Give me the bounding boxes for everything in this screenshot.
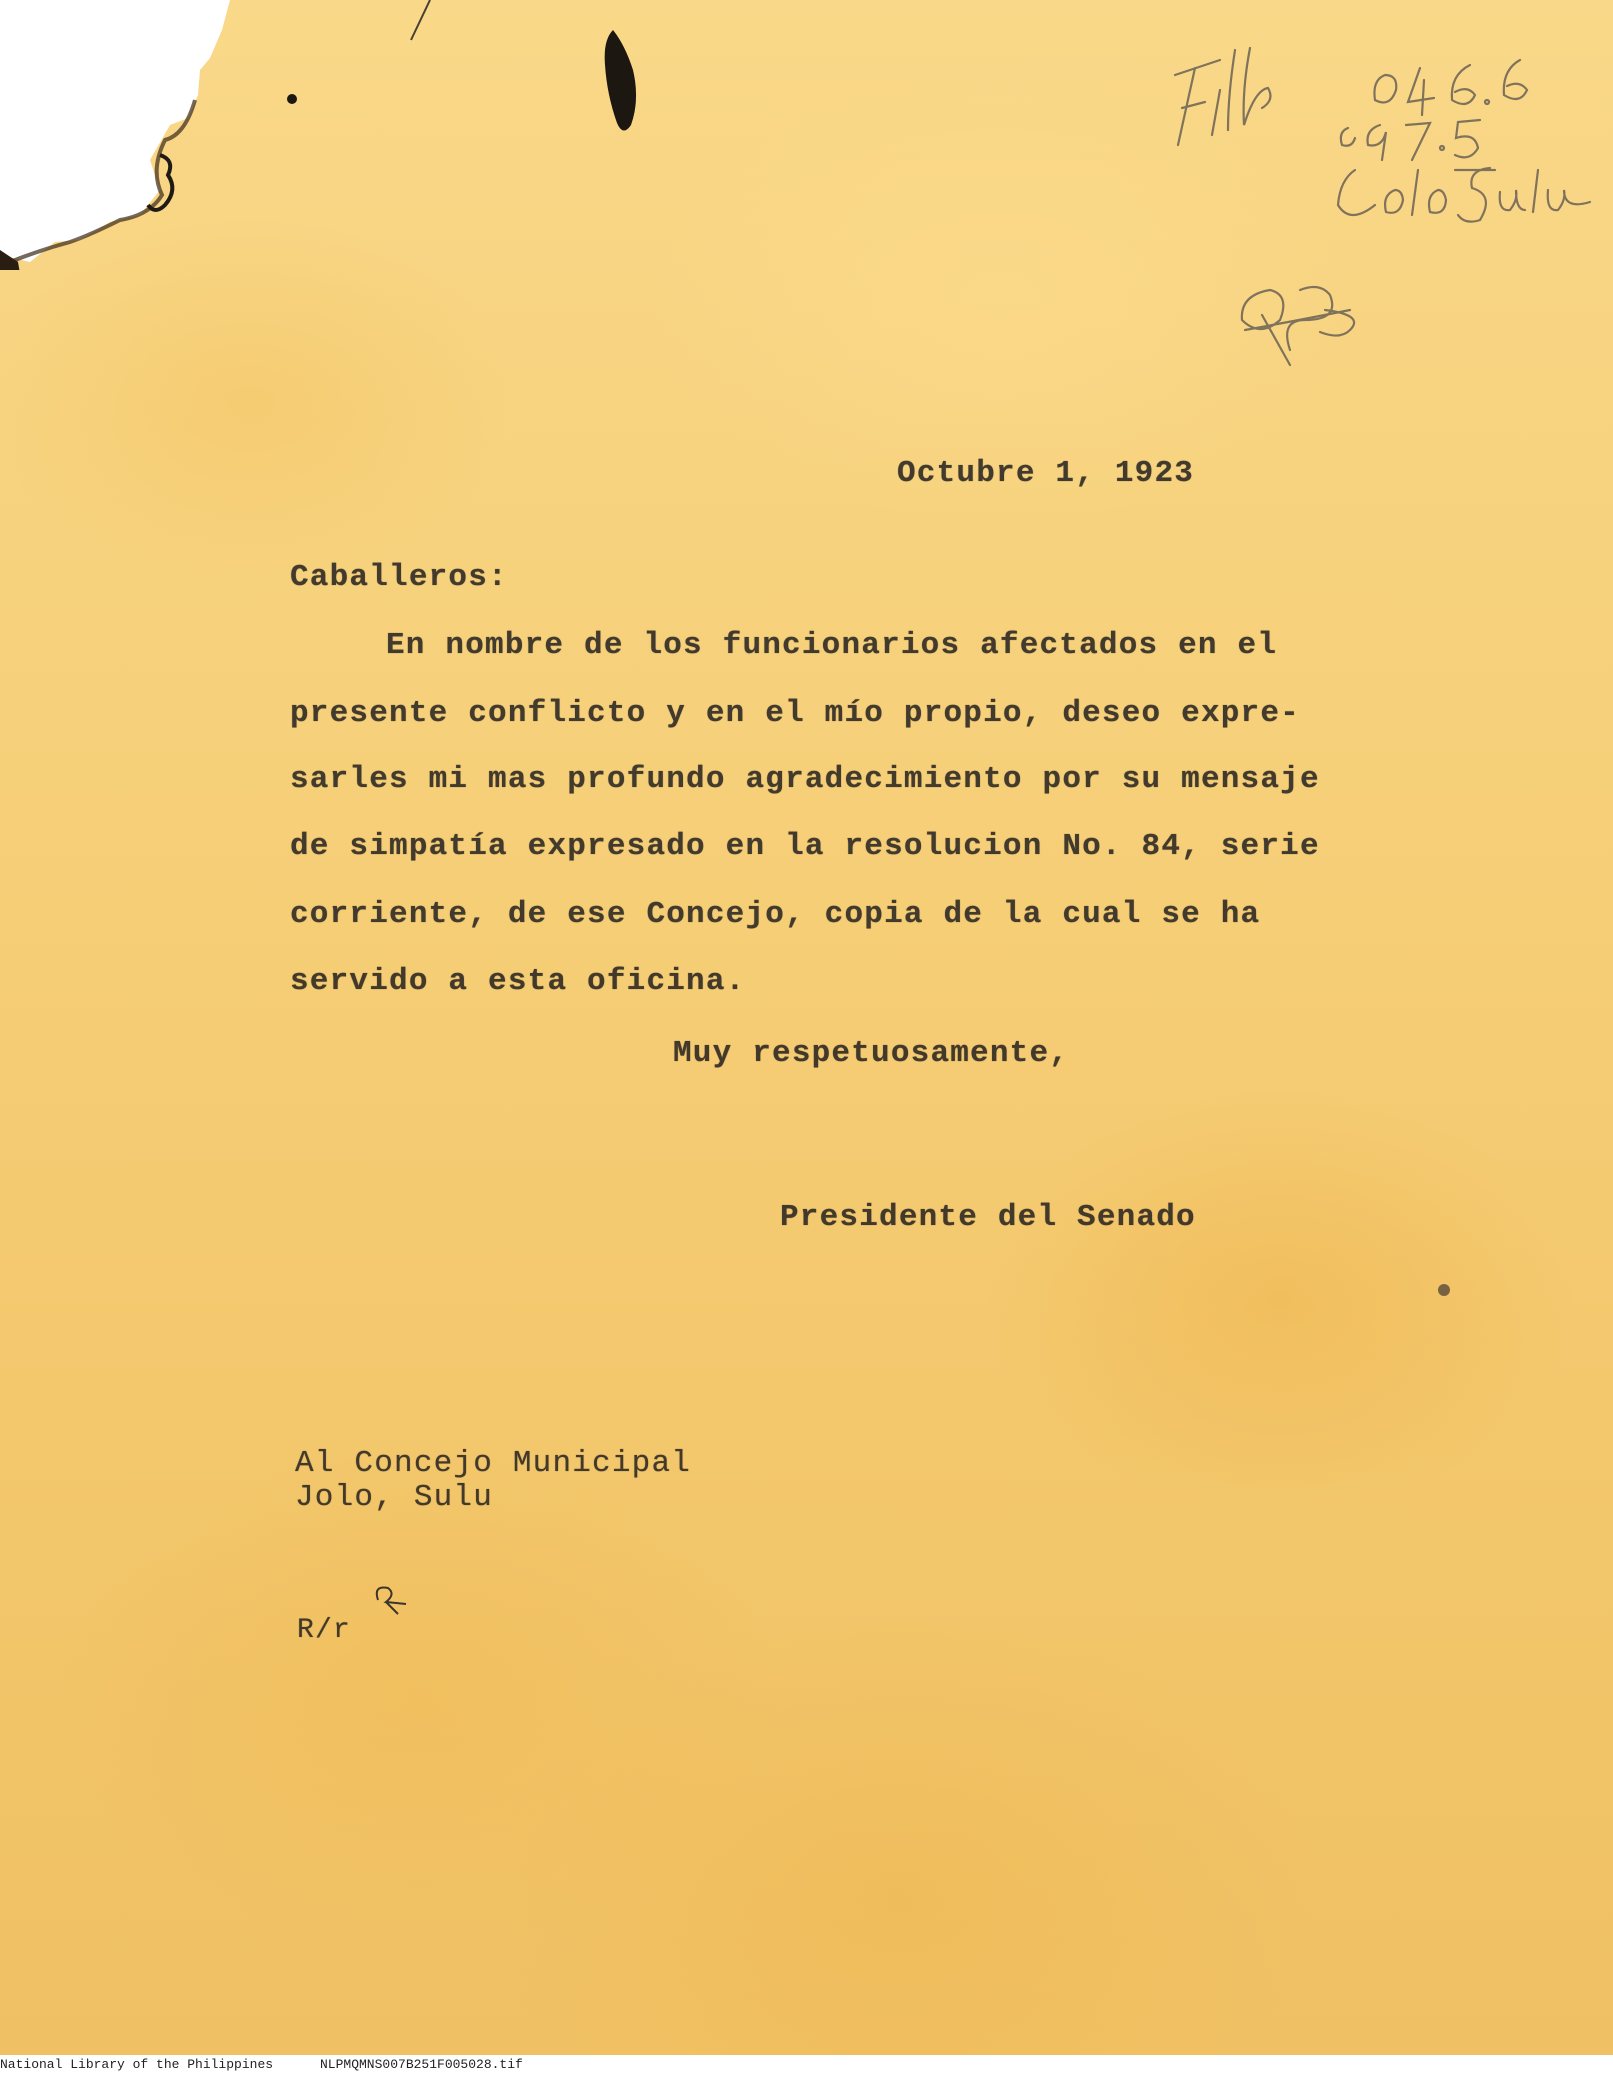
- letter-body-line: de simpatía expresado en la resolucion No. 84, serie: [290, 829, 1320, 864]
- reference-initials: R/r: [297, 1615, 352, 1646]
- addressee-line: Jolo, Sulu: [295, 1480, 494, 1515]
- ink-blot: [595, 25, 645, 140]
- handwritten-file-note: [1150, 20, 1610, 380]
- letter-body-line: presente conflicto y en el mío propio, deseo expre-: [290, 696, 1300, 731]
- letter-body-line: corriente, de ese Concejo, copia de la cual se ha: [290, 897, 1261, 932]
- addressee-line: Al Concejo Municipal: [295, 1446, 692, 1481]
- letter-body-line: servido a esta oficina.: [290, 964, 746, 999]
- letter-closing: Muy respetuosamente,: [673, 1036, 1070, 1071]
- ink-dot: [285, 92, 299, 106]
- scan-footer: [0, 2055, 1613, 2075]
- letter-salutation: Caballeros:: [290, 560, 508, 595]
- torn-corner-damage: [0, 0, 230, 270]
- signature-title: Presidente del Senado: [780, 1200, 1196, 1235]
- letter-date: Octubre 1, 1923: [897, 456, 1195, 491]
- handwritten-initial-mark: [368, 1580, 418, 1620]
- footer-file-name: NLPMQMNS007B251F005028.tif: [320, 2057, 523, 2072]
- pencil-stroke: [405, 0, 435, 45]
- letter-body-line: En nombre de los funcionarios afectados en el: [386, 628, 1278, 663]
- letter-body-line: sarles mi mas profundo agradecimiento por su mensaje: [290, 762, 1320, 797]
- footer-institution: National Library of the Philippines: [0, 2057, 274, 2072]
- ink-dot: [1436, 1282, 1452, 1298]
